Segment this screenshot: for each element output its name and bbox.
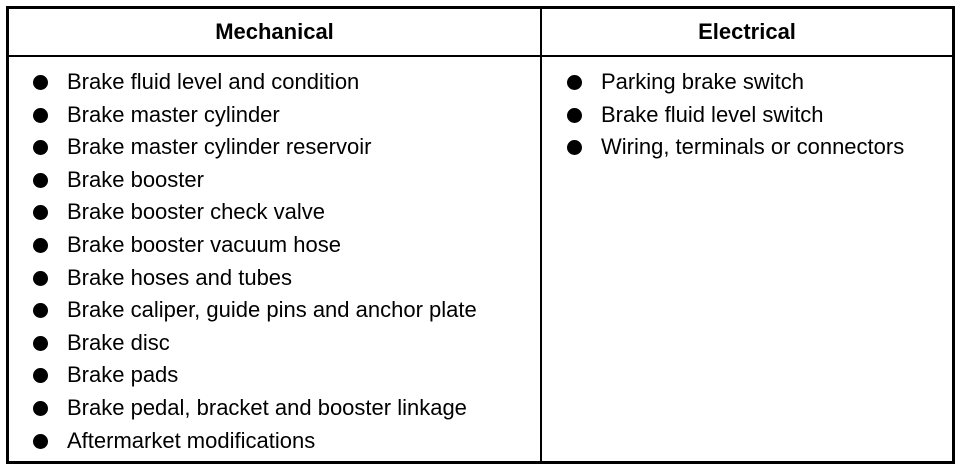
bullet-icon [33, 401, 48, 416]
list-item [29, 262, 477, 295]
list-item-label: Brake booster check valve [67, 199, 326, 225]
list-item-label: Aftermarket modifications [67, 427, 316, 453]
list-item [29, 99, 477, 132]
header-mechanical: Mechanical [215, 19, 334, 44]
list-item [29, 131, 477, 164]
bullet-icon [33, 271, 48, 286]
list-item [29, 66, 477, 99]
list-item [29, 425, 477, 458]
list-item [29, 229, 477, 262]
list-item [29, 392, 477, 425]
bullet-icon [33, 238, 48, 253]
list-item [29, 294, 477, 327]
inspection-table [6, 6, 955, 464]
bullet-icon [33, 108, 48, 123]
electrical-list [563, 66, 904, 164]
bullet-icon [33, 336, 48, 351]
bullet-icon [33, 173, 48, 188]
list-item [29, 164, 477, 197]
list-item [29, 196, 477, 229]
mechanical-list [29, 66, 477, 457]
header-electrical: Electrical [698, 19, 796, 44]
column-divider [540, 9, 542, 461]
list-item-label: Brake pads [67, 362, 179, 388]
list-item [29, 327, 477, 360]
list-item [563, 66, 904, 99]
list-item-label: Wiring, terminals or connectors [601, 134, 905, 160]
list-item [29, 359, 477, 392]
list-item-label: Parking brake switch [601, 69, 804, 94]
list-item-label: Brake hoses and tubes [67, 264, 293, 290]
bullet-icon [33, 75, 48, 90]
list-item-label: Brake caliper, guide pins and anchor plate [67, 297, 477, 323]
list-item-label: Brake disc [67, 329, 170, 355]
bullet-icon [33, 368, 48, 383]
bullet-icon [567, 75, 582, 90]
list-item-label: Brake fluid level switch [601, 101, 824, 127]
list-item-label: Brake pedal, bracket and booster linkage [67, 394, 467, 420]
table-header-row [9, 9, 952, 57]
bullet-icon [33, 140, 48, 155]
list-item-label: Brake fluid level and condition [67, 69, 360, 94]
list-item-label: Brake booster vacuum hose [67, 231, 341, 257]
bullet-icon [567, 140, 582, 155]
bullet-icon [33, 205, 48, 220]
bullet-icon [33, 303, 48, 318]
bullet-icon [33, 434, 48, 449]
bullet-icon [567, 108, 582, 123]
list-item-label: Brake master cylinder reservoir [67, 134, 372, 160]
list-item-label: Brake master cylinder [67, 101, 280, 127]
list-item [563, 99, 904, 132]
list-item-label: Brake booster [67, 166, 204, 192]
list-item [563, 131, 904, 164]
